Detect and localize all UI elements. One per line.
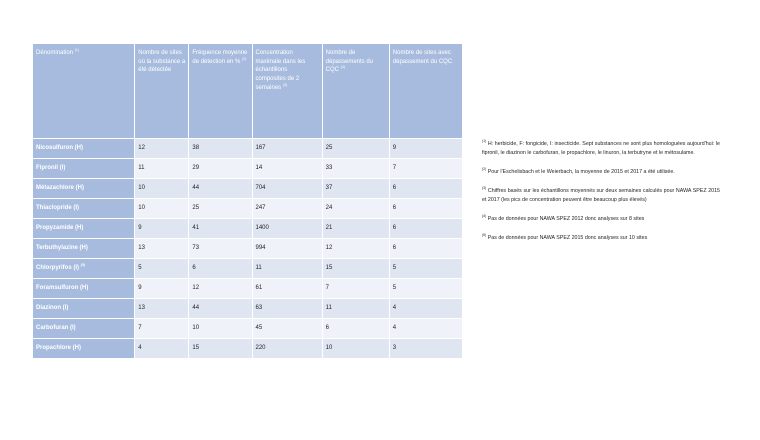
table-cell: 10 — [135, 179, 188, 198]
table-row — [33, 179, 462, 198]
table-cell: 10 — [135, 199, 188, 218]
table-cell: 994 — [253, 239, 322, 258]
table-cell: 9 — [135, 219, 188, 238]
table-cell: 704 — [253, 179, 322, 198]
table-cell: 220 — [253, 339, 322, 358]
header-sites-exceeding: Nombre de sites avec dépassement du CQC — [390, 44, 462, 138]
header-max-concentration: Concentration maximale dans les échantillons composites de 2 semaines $^{(3)}$ — [253, 44, 322, 138]
table-cell: 33 — [323, 159, 389, 178]
header-cqc-exceedances: Nombre de dépassements du CQC $^{(4)}$ — [323, 44, 389, 138]
footnote: $^{(3)}$ Chiffres basés sur les échantillons moyennés sur deux semaines calculés pour NAWA SPEZ 2015 et 2017 (les pics de concentration peuvent être beaucoup plus élevés) — [482, 186, 720, 203]
table-cell: 1400 — [253, 219, 322, 238]
table-cell: 6 — [323, 319, 389, 338]
table-cell: 4 — [390, 299, 462, 318]
table-row — [33, 239, 462, 258]
footnotes — [482, 140, 720, 253]
table-row — [33, 139, 462, 158]
substance-name: Chlorpyrifos (I) $^{(5)}$ — [33, 259, 134, 278]
footnote: $^{(1)}$ H: herbicide, F: fongicide, I: insecticide. Sept substances ne sont plus homologuées aujourd'hui: le fipronil, le diazinon le carbofuran, le propachlore, le linuron, la terbutryne et le métosulame. — [482, 139, 720, 156]
table-cell: 6 — [390, 219, 462, 238]
substance-name: Propachlore (H) — [33, 339, 134, 358]
substance-name: Propyzamide (H) — [33, 219, 134, 238]
substance-name: Diazinon (I) — [33, 299, 134, 318]
substance-name: Nicosulfuron (H) — [33, 139, 134, 158]
substance-name: Terbuthylazine (H) — [33, 239, 134, 258]
table-cell: 12 — [323, 239, 389, 258]
table-cell: 5 — [390, 259, 462, 278]
table-cell: 37 — [323, 179, 389, 198]
substance-name: Thiaclopride (I) — [33, 199, 134, 218]
table-cell: 11 — [135, 159, 188, 178]
table-cell: 9 — [135, 279, 188, 298]
table-cell: 12 — [135, 139, 188, 158]
table-cell: 29 — [189, 159, 251, 178]
table-cell: 10 — [189, 319, 251, 338]
table-cell: 7 — [390, 159, 462, 178]
table-cell: 6 — [390, 179, 462, 198]
table-header-row — [33, 44, 462, 138]
table-cell: 63 — [253, 299, 322, 318]
table-row — [33, 199, 462, 218]
table-row — [33, 299, 462, 318]
table-cell: 4 — [135, 339, 188, 358]
table-cell: 6 — [189, 259, 251, 278]
table-cell: 6 — [390, 239, 462, 258]
table-row — [33, 339, 462, 358]
substance-name: Foramsulfuron (H) — [33, 279, 134, 298]
table-cell: 41 — [189, 219, 251, 238]
table-cell: 6 — [390, 199, 462, 218]
table-cell: 21 — [323, 219, 389, 238]
table-cell: 73 — [189, 239, 251, 258]
pesticide-table — [32, 43, 463, 359]
footnote: $^{(2)}$ Pour l'Eschelisbach et le Weierbach, la moyenne de 2015 et 2017 a été utilisée. — [482, 167, 675, 175]
footnote: $^{(4)}$ Pas de données pour NAWA SPEZ 2012 donc analyses sur 8 sites — [482, 214, 645, 222]
substance-name: Carbofuran (I) — [33, 319, 134, 338]
substance-name: Fipronil (I) — [33, 159, 134, 178]
header-denomination: Dénomination $^{(1)}$ — [33, 44, 134, 138]
table-cell: 24 — [323, 199, 389, 218]
table-cell: 4 — [390, 319, 462, 338]
table-cell: 247 — [253, 199, 322, 218]
header-detection-frequency: Fréquence moyenne de détection en % $^{(2)}$ — [189, 44, 251, 138]
table-cell: 44 — [189, 179, 251, 198]
table-cell: 10 — [323, 339, 389, 358]
table-cell: 38 — [189, 139, 251, 158]
table-cell: 61 — [253, 279, 322, 298]
table-cell: 167 — [253, 139, 322, 158]
table-row — [33, 219, 462, 238]
table-cell: 9 — [390, 139, 462, 158]
table-cell: 44 — [189, 299, 251, 318]
table-cell: 13 — [135, 239, 188, 258]
table-cell: 14 — [253, 159, 322, 178]
table-cell: 5 — [390, 279, 462, 298]
table-cell: 7 — [135, 319, 188, 338]
table-row — [33, 279, 462, 298]
table-cell: 12 — [189, 279, 251, 298]
table-cell: 15 — [323, 259, 389, 278]
table-cell: 11 — [323, 299, 389, 318]
table-cell: 5 — [135, 259, 188, 278]
table-cell: 45 — [253, 319, 322, 338]
table-cell: 15 — [189, 339, 251, 358]
footnote: $^{(5)}$ Pas de données pour NAWA SPEZ 2015 donc analyses sur 10 sites — [482, 233, 648, 241]
table-cell: 3 — [390, 339, 462, 358]
table-row — [33, 259, 462, 278]
header-sites-detected: Nombre de sites où la substance a été détectée — [135, 44, 188, 138]
table-cell: 25 — [323, 139, 389, 158]
table-cell: 25 — [189, 199, 251, 218]
substance-name: Métazachlore (H) — [33, 179, 134, 198]
table-row — [33, 159, 462, 178]
table-row — [33, 319, 462, 338]
table-cell: 11 — [253, 259, 322, 278]
table-cell: 7 — [323, 279, 389, 298]
table-cell: 13 — [135, 299, 188, 318]
